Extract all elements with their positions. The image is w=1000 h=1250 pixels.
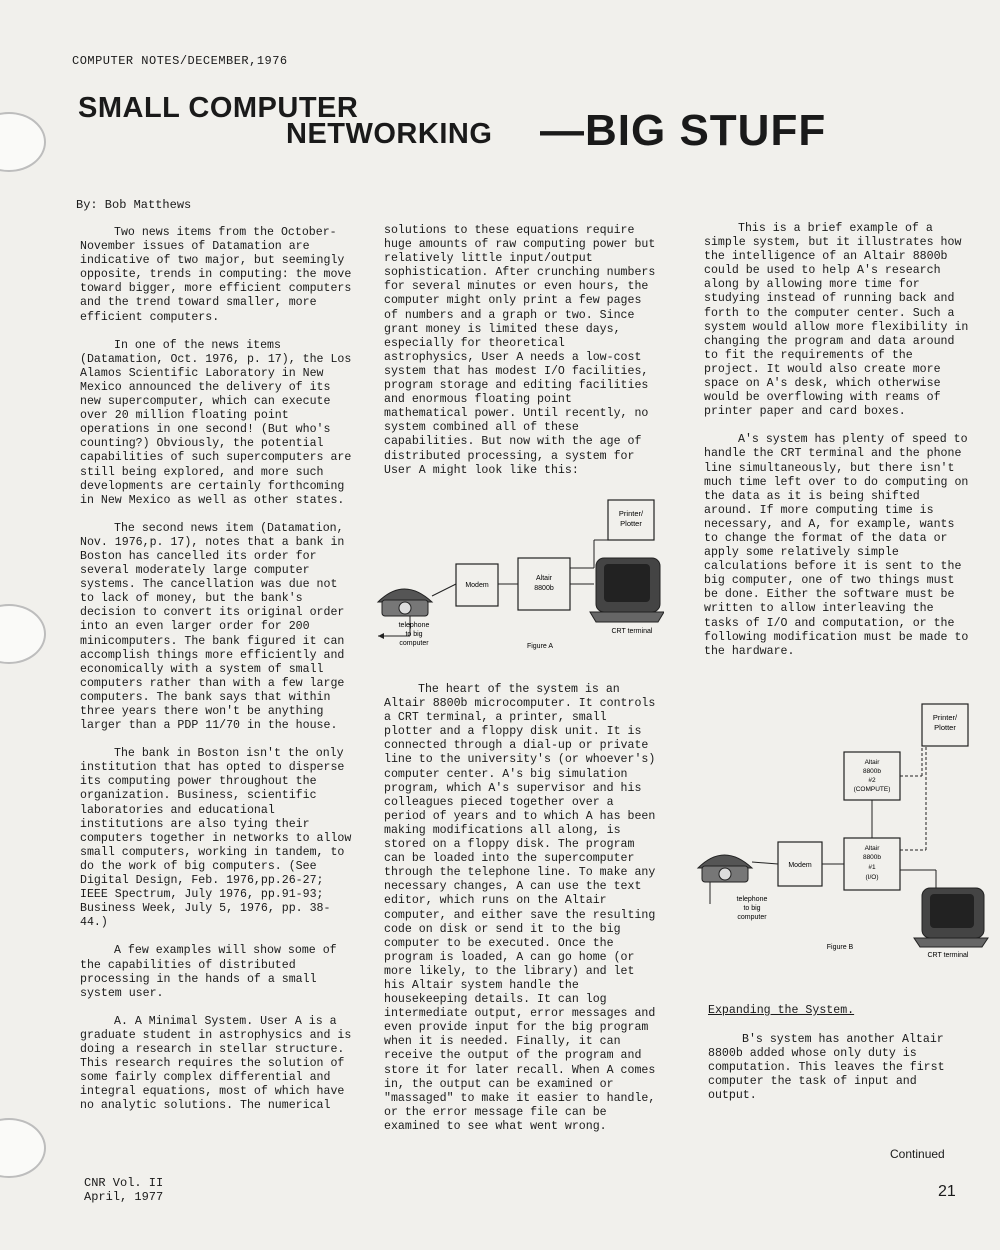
column-3 xyxy=(704,222,970,673)
punch-hole xyxy=(0,112,46,172)
paragraph: A few examples will show some of the capabilities of distributed processing in the hands of a small system user. xyxy=(80,944,337,1000)
fig-b-crt-label: CRT terminal xyxy=(927,952,969,959)
fig-b-printer-label: Plotter xyxy=(934,723,956,732)
fig-a-crt-label: CRT terminal xyxy=(611,628,653,635)
page-number: 21 xyxy=(938,1183,956,1200)
footer-line: April, 1977 xyxy=(84,1190,164,1204)
fig-a-printer-label: Printer/ xyxy=(618,509,644,518)
fig-a-telephone-label: computer xyxy=(399,640,429,647)
fig-b-altair1-label: Altair xyxy=(864,845,880,852)
punch-hole xyxy=(0,604,46,664)
title-line-2: NETWORKING xyxy=(286,118,493,150)
fig-a-modem-label: Modem xyxy=(465,582,489,589)
punch-hole xyxy=(0,1118,46,1178)
footer xyxy=(84,1176,163,1204)
fig-b-altair1-label: #1 xyxy=(868,864,876,871)
byline: By: Bob Matthews xyxy=(76,198,192,212)
column-3-bottom xyxy=(708,1033,970,1117)
column-2-continued xyxy=(384,683,662,1148)
fig-a-telephone-label: to big xyxy=(405,631,423,638)
title-line-1: SMALL COMPUTER xyxy=(78,92,359,124)
figure-a xyxy=(374,496,664,656)
paragraph: The heart of the system is an Altair 8800b microcomputer. It controls a CRT terminal, a printer, small plotter and a floppy disk unit. It is connected through a dial-up or private line to the university's (or whoever's) computer center. A's big simulation program, which A's supervisor and his colleagues pieced together over a period of years and to which A has been making modifications all along, is stored on a floppy disk. The program can be loaded into the supercomputer through the telephone line. To make any necessary changes, A can use the text editor, which runs on the Altair computer, and either save the resulting code on disk or send it to the big computer to be executed. Once the program is loaded, A can go home (or more likely, to the library) and let his Altair system handle the housekeeping details. It can log intermediate output, error messages and even provide input for the big program when it is needed. Finally, it can receive the output of the program and store it for later recall. When A comes in, the output can be examined or "massaged" to make it easier to handle, or the error message file can be examined to see what went wrong. xyxy=(384,683,656,1133)
fig-b-caption: Figure B xyxy=(826,944,854,951)
paragraph: B's system has another Altair 8800b added whose only duty is computation. This leaves the first computer the task of input and output. xyxy=(708,1033,945,1103)
fig-a-altair-label: Altair xyxy=(536,575,552,582)
fig-b-modem-label: Modem xyxy=(788,862,812,869)
figure-b-diagram xyxy=(690,690,990,960)
footer-line: CNR Vol. II xyxy=(84,1176,164,1190)
fig-b-telephone-label: telephone xyxy=(736,896,768,903)
column-2 xyxy=(384,224,662,492)
fig-b-altair2-label: #2 xyxy=(868,777,876,784)
fig-a-altair-label: 8800b xyxy=(534,585,554,592)
figure-b xyxy=(690,690,990,960)
fig-b-altair2-label: 8800b xyxy=(862,768,882,775)
paragraph: A. A Minimal System. User A is a graduate student in astrophysics and is doing a research in stellar structure. This research requires the solution of some fairly complex differential and integral equations, most of which have no analytic solutions. The numerical xyxy=(80,1014,352,1113)
fig-a-telephone-label: telephone xyxy=(398,622,430,629)
paragraph: Two news items from the October-November issues of Datamation are indicative of two major, but seemingly opposite, trends in computing: the move toward bigger, more efficient computers and the trend toward smaller, more efficient computers. xyxy=(80,226,352,324)
paragraph: A's system has plenty of speed to handle the CRT terminal and the phone line simultaneously, but there isn't much time left over to do computing on the data as it is being shifted around. If more computing time is necessary, and A, for example, wants to change the format of the data or apply some relatively simple calculations before it is sent to the big computer, one of two things must be done. Either the software must be written to allow interleaving the tasks of I/O and computation, or the following modification must be made to the hardware. xyxy=(704,433,969,658)
fig-b-altair1-label: 8800b xyxy=(862,854,882,861)
figure-a-diagram xyxy=(374,496,664,656)
paragraph: In one of the news items (Datamation, Oct. 1976, p. 17), the Los Alamos Scientific Laboratory in New Mexico announced the delivery of its new supercomputer, which can execute over 20 million floating point operations in one second! (But who's counting?) Obviously, the potential capabilities of such supercomputers are still being explored, and more such developments are certainly forthcoming in New Mexico as well as other states. xyxy=(80,338,352,507)
fig-b-altair1-label: (I/O) xyxy=(865,874,879,881)
fig-a-caption: Figure A xyxy=(526,643,554,650)
section-heading-expanding: Expanding the System. xyxy=(708,1004,855,1017)
fig-b-altair2-label: (COMPUTE) xyxy=(853,786,891,793)
fig-b-printer-label: Printer/ xyxy=(932,713,958,722)
paragraph: solutions to these equations require huge amounts of raw computing power but relatively little input/output sophistication. After crunching numbers for several minutes or even hours, the computer might only print a few pages of numbers and a graph or two. Since grant money is limited these days, especially for theoretical astrophysics, User A needs a low-cost system that has modest I/O facilities, program storage and editing facilities and enormous floating point mathematical power. Until recently, no system combined all of these capabilities. But now with the age of distributed processing, a system for User A might look like this: xyxy=(384,224,656,477)
paragraph: This is a brief example of a simple system, but it illustrates how the intelligence of an Altair 8800b could be used to help A's research along by allowing more time for studying instead of running back and forth to the computer center. Such a system would allow more flexibility in changing the program and data around to fit the requirements of the project. It would also create more space on A's desk, which otherwise would be overflowing with reams of printer paper and card boxes. xyxy=(704,222,969,419)
continued-label: Continued xyxy=(890,1147,945,1161)
title-line-3: —BIG STUFF xyxy=(540,106,827,155)
fig-b-telephone-label: to big xyxy=(743,905,761,912)
fig-b-telephone-label: computer xyxy=(737,914,767,921)
fig-a-printer-label: Plotter xyxy=(620,519,642,528)
paragraph: The bank in Boston isn't the only institution that has opted to disperse its computing power throughout the organization. Business, scientific laboratories and educational institutions are also tying their computers together in networks to allow small computers, working in tandem, to do the work of big computers. (See Digital Design, Feb. 1976,pp.26-27; IEEE Spectrum, July 1976, pp.91-93; Business Week, July 5, 1976, pp. 38-44.) xyxy=(80,747,352,930)
running-header: COMPUTER NOTES/DECEMBER,1976 xyxy=(72,54,288,68)
column-1 xyxy=(80,226,358,1127)
paragraph: The second news item (Datamation, Nov. 1976,p. 17), notes that a bank in Boston has cancelled its order for several moderately large computer systems. The cancellation was due not to lack of money, but the bank's decision to convert its original order into an even larger order for 200 minicomputers. The bank figured it can accomplish things more efficiently and economically with a system of small computers rather than with a few large computers. The bank says that within three years there won't be anything larger than a PDP 11/70 in the house. xyxy=(80,521,345,733)
fig-b-altair2-label: Altair xyxy=(864,759,880,766)
